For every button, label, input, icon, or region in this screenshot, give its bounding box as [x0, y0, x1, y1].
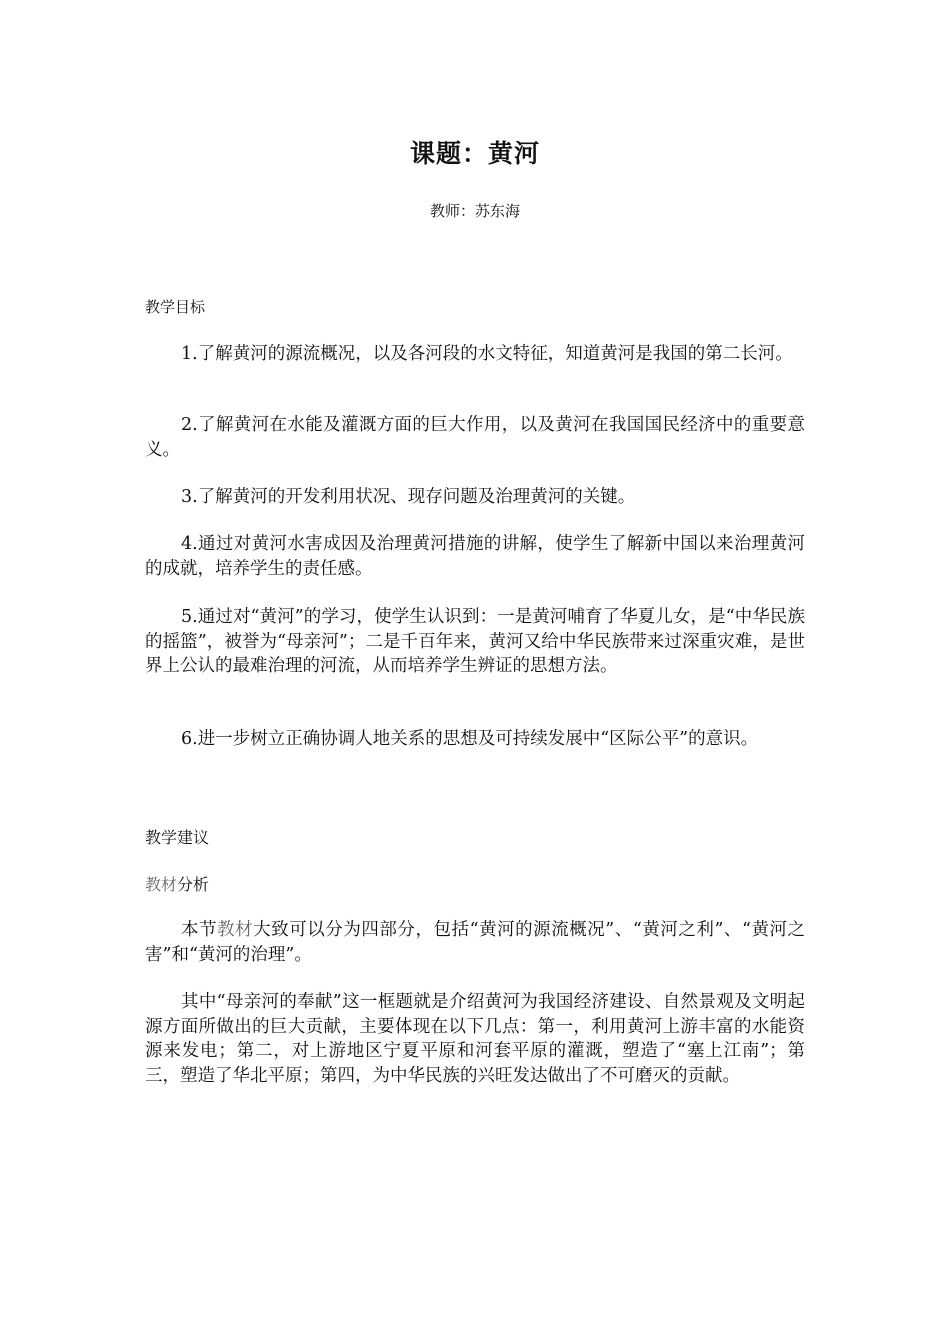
goal-item-1: 1.了解黄河的源流概况，以及各河段的水文特征，知道黄河是我国的第二长河。 [181, 344, 793, 364]
material-analysis-heading [145, 872, 209, 895]
material-inline-link[interactable]: 教材 [217, 920, 254, 940]
teacher-line: 教师：苏东海 [429, 202, 520, 220]
para1-prefix: 本节 [181, 920, 218, 940]
analysis-label: 分析 [177, 875, 210, 894]
analysis-paragraph-2: 其中“母亲河的奉献”这一框题就是介绍黄河为我国经济建设、自然景观及文明起源方面所做出的巨大贡献，主要体现在以下几点：第一，利用黄河上游丰富的水能资源来发电；第二，对上游地区宁夏平原和河套平原的灌溉，塑造了“塞上江南”；第三，塑造了华北平原；第四，为中华民族的兴旺发达做出了不可磨灭的贡献。 [145, 992, 805, 1086]
goal-item-4: 4.通过对黄河水害成因及治理黄河措施的讲解，使学生了解新中国以来治理黄河的成就，培养学生的责任感。 [145, 534, 805, 579]
page-title: 课题：黄河 [409, 139, 540, 168]
para1-rest: 大致可以分为四部分，包括“黄河的源流概况”、“黄河之利”、“黄河之害”和“黄河的治理”。 [145, 920, 806, 965]
goal-item-2: 2.了解黄河在水能及灌溉方面的巨大作用，以及黄河在我国国民经济中的重要意义。 [145, 415, 805, 460]
analysis-paragraph-1 [145, 918, 805, 967]
material-link[interactable]: 教材 [145, 875, 178, 894]
goal-item-6: 6.进一步树立正确协调人地关系的思想及可持续发展中“区际公平”的意识。 [181, 729, 759, 749]
suggestions-heading: 教学建议 [145, 828, 210, 847]
goal-item-5: 5.通过对“黄河”的学习，使学生认识到：一是黄河哺育了华夏儿女，是“中华民族的摇篮”，被誉为“母亲河”；二是千百年来，黄河又给中华民族带来过深重灾难，是世界上公认的最难治理的河流，从而培养学生辨证的思想方法。 [145, 607, 805, 676]
goal-item-3: 3.了解黄河的开发利用状况、现存问题及治理黄河的关键。 [181, 487, 636, 507]
goals-heading: 教学目标 [145, 298, 206, 316]
